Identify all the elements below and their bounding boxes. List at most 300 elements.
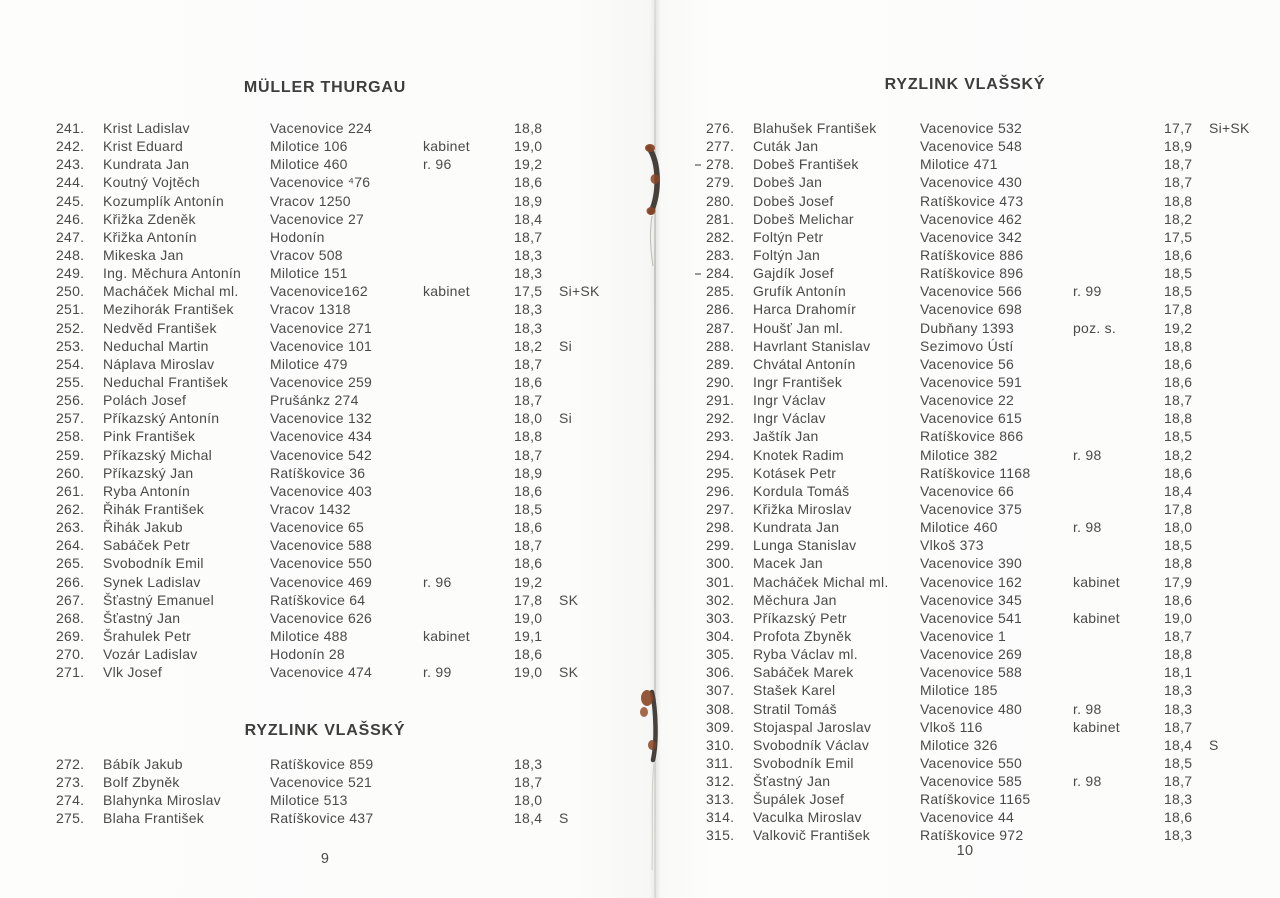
- catalog-entry-row: [650, 482, 1280, 500]
- catalog-entry-row: [650, 627, 1280, 645]
- entry-address: Vacenovice 550: [920, 754, 1023, 771]
- catalog-entry-row: [0, 337, 650, 355]
- entry-number: 274.: [56, 792, 85, 809]
- entry-address: Vacenovice 550: [270, 555, 373, 572]
- page-number-right: 10: [956, 843, 974, 859]
- catalog-entry-row: [0, 518, 650, 536]
- catalog-entry-row: [0, 355, 650, 373]
- entry-name: Ingr František: [753, 373, 843, 390]
- entry-number: 297.: [706, 500, 735, 517]
- entry-score: 18,6: [514, 482, 543, 499]
- entry-address: Vacenovice 462: [920, 210, 1023, 227]
- entry-number: 263.: [56, 519, 85, 536]
- entry-address: Milotice 326: [920, 736, 998, 753]
- entry-number: 253.: [56, 337, 85, 354]
- entry-name: Stašek Karel: [753, 682, 836, 699]
- entry-score: 18,3: [514, 756, 543, 772]
- entry-name: Krist Ladislav: [103, 120, 190, 136]
- entry-name: Synek Ladislav: [103, 573, 201, 590]
- entry-score: 17,8: [514, 591, 543, 608]
- entry-award: SK: [559, 664, 579, 681]
- catalog-entry-row: [650, 591, 1280, 609]
- entry-name: Stojaspal Jaroslav: [753, 718, 872, 735]
- entry-number: 299.: [706, 537, 735, 554]
- entry-score: 18,5: [1164, 428, 1193, 445]
- entry-score: 17,8: [1164, 500, 1193, 517]
- entry-name: Vozár Ladislav: [103, 646, 198, 663]
- entry-address: Vacenovice 585: [920, 773, 1023, 790]
- entry-name: Valkovič František: [753, 827, 871, 844]
- entry-note: poz. s.: [1073, 319, 1116, 336]
- entry-number: 241.: [56, 120, 85, 136]
- entry-number: 266.: [56, 573, 85, 590]
- entry-name: Grufík Antonín: [753, 283, 846, 300]
- entry-address: Vacenovice 403: [270, 482, 373, 499]
- entry-name: Ing. Měchura Antonín: [103, 265, 242, 282]
- entry-number: 288.: [706, 337, 735, 354]
- entry-number: 315.: [706, 827, 735, 844]
- entry-name: Harca Drahomír: [753, 301, 857, 318]
- entry-score: 18,6: [514, 646, 543, 663]
- entry-number: 278.: [706, 156, 735, 173]
- catalog-entry-row: [0, 755, 650, 773]
- entry-address: Vacenovice 626: [270, 609, 373, 626]
- entry-address: Ratíškovice 36: [270, 464, 366, 481]
- catalog-entry-row: [650, 681, 1280, 699]
- entry-score: 18,9: [1164, 138, 1193, 155]
- entry-score: 19,0: [1164, 609, 1193, 626]
- entry-name: Knotek Radim: [753, 446, 844, 463]
- entry-number: 275.: [56, 810, 85, 827]
- entry-address: Vacenovice 342: [920, 228, 1023, 245]
- entry-number: 248.: [56, 246, 85, 263]
- entry-address: Vacenovice ⁴76: [270, 174, 371, 191]
- catalog-entry-row: [650, 282, 1280, 300]
- entry-number: 255.: [56, 373, 85, 390]
- entry-score: 18,9: [514, 192, 543, 209]
- entry-name: Koutný Vojtěch: [103, 174, 200, 191]
- entry-award: S: [1209, 736, 1219, 753]
- entry-number: 310.: [706, 736, 735, 753]
- entry-note: r. 98: [1073, 773, 1102, 790]
- entry-name: Příkazský Michal: [103, 446, 213, 463]
- catalog-entry-row: [0, 446, 650, 464]
- entry-number: 270.: [56, 646, 85, 663]
- catalog-entry-row: [0, 264, 650, 282]
- entry-score: 18,6: [514, 174, 543, 191]
- catalog-entry-row: [0, 573, 650, 591]
- catalog-entry-row: [0, 300, 650, 318]
- entry-address: Dubňany 1393: [920, 319, 1015, 336]
- entry-score: 18,4: [1164, 736, 1193, 753]
- entry-address: Milotice 471: [920, 156, 998, 173]
- entry-score: 18,8: [1164, 646, 1193, 663]
- catalog-entry-row: [650, 554, 1280, 572]
- entry-score: 18,4: [514, 810, 543, 827]
- entry-name: Svobodník Emil: [753, 754, 854, 771]
- entry-address: Vacenovice 588: [920, 664, 1023, 681]
- entry-name: Jaštík Jan: [753, 428, 819, 445]
- entry-number: 311.: [706, 754, 734, 771]
- entry-address: Vlkoš 116: [920, 718, 983, 735]
- entry-name: Vaculka Miroslav: [753, 809, 862, 826]
- entry-score: 18,0: [514, 410, 543, 427]
- entry-number: 279.: [706, 174, 735, 191]
- catalog-entry-row: [650, 808, 1280, 826]
- entry-name: Vlk Josef: [103, 664, 163, 681]
- entry-address: Milotice 479: [270, 355, 348, 372]
- catalog-entry-row: [650, 119, 1280, 137]
- entry-address: Vracov 1318: [270, 301, 351, 318]
- catalog-entry-row: [650, 355, 1280, 373]
- entry-score: 18,4: [514, 210, 543, 227]
- catalog-entry-row: [650, 409, 1280, 427]
- entry-score: 18,7: [514, 446, 543, 463]
- entry-score: 18,5: [514, 500, 543, 517]
- entry-name: Macek Jan: [753, 555, 823, 572]
- catalog-entry-row: [650, 754, 1280, 772]
- entry-number: 314.: [706, 809, 735, 826]
- catalog-entry-row: [0, 119, 650, 137]
- entry-number: 285.: [706, 283, 735, 300]
- catalog-entry-row: [650, 645, 1280, 663]
- entry-score: 18,7: [1164, 156, 1193, 173]
- catalog-entry-row: [650, 319, 1280, 337]
- entry-number: 283.: [706, 246, 735, 263]
- entry-score: 18,3: [514, 301, 543, 318]
- entry-note: kabinet: [423, 627, 470, 644]
- catalog-entry-row: [650, 210, 1280, 228]
- catalog-entry-row: [0, 464, 650, 482]
- entry-score: 18,8: [514, 428, 543, 445]
- entry-number: 271.: [56, 664, 85, 681]
- catalog-entry-row: [650, 663, 1280, 681]
- entry-score: 18,6: [1164, 809, 1193, 826]
- entry-number: 261.: [56, 482, 85, 499]
- entry-address: Ratíškovice 473: [920, 192, 1024, 209]
- entry-name: Ryba Václav ml.: [753, 646, 858, 663]
- entry-name: Ingr Václav: [753, 410, 826, 427]
- entry-number: 281.: [706, 210, 735, 227]
- entry-note: r. 98: [1073, 519, 1102, 536]
- entry-number: 272.: [56, 756, 85, 772]
- entry-name: Gajdík Josef: [753, 265, 834, 282]
- entry-address: Vacenovice 56: [920, 355, 1015, 372]
- entry-address: Ratíškovice 886: [920, 246, 1024, 263]
- entry-number: 305.: [706, 646, 735, 663]
- entry-number: 260.: [56, 464, 85, 481]
- section-rows: [650, 119, 1280, 845]
- entry-address: Vacenovice 548: [920, 138, 1023, 155]
- entry-number: 291.: [706, 392, 735, 409]
- entry-name: Příkazský Antonín: [103, 410, 220, 427]
- catalog-entry-row: [0, 427, 650, 445]
- entry-score: 18,7: [1164, 627, 1193, 644]
- entry-name: Šrahulek Petr: [103, 627, 192, 644]
- entry-number: 294.: [706, 446, 735, 463]
- entry-name: Cuták Jan: [753, 138, 819, 155]
- entry-score: 17,9: [1164, 573, 1193, 590]
- entry-number: 293.: [706, 428, 735, 445]
- section-rows: [0, 755, 650, 828]
- catalog-entry-row: [0, 809, 650, 827]
- entry-score: 18,7: [514, 774, 543, 791]
- entry-address: Vracov 1432: [270, 500, 351, 517]
- entry-score: 18,5: [1164, 265, 1193, 282]
- catalog-entry-row: [0, 409, 650, 427]
- entry-name: Řihák Jakub: [103, 519, 183, 536]
- catalog-entry-row: [650, 246, 1280, 264]
- entry-address: Ratíškovice 866: [920, 428, 1024, 445]
- entry-number: 244.: [56, 174, 85, 191]
- entry-number: 245.: [56, 192, 85, 209]
- catalog-entry-row: [650, 609, 1280, 627]
- entry-name: Foltýn Jan: [753, 246, 821, 263]
- entry-name: Blahynka Miroslav: [103, 792, 221, 809]
- catalog-entry-row: [650, 518, 1280, 536]
- catalog-entry-row: [0, 500, 650, 518]
- entry-address: Vacenovice 541: [920, 609, 1023, 626]
- entry-address: Milotice 488: [270, 627, 348, 644]
- entry-name: Bábík Jakub: [103, 756, 183, 772]
- catalog-entry-row: [0, 155, 650, 173]
- entry-number: 306.: [706, 664, 735, 681]
- entry-number: 307.: [706, 682, 735, 699]
- entry-name: Blahušek František: [753, 120, 877, 136]
- entry-number: 269.: [56, 627, 85, 644]
- entry-number: 286.: [706, 301, 735, 318]
- entry-number: 273.: [56, 774, 85, 791]
- entry-name: Kotásek Petr: [753, 464, 837, 481]
- entry-score: 18,7: [1164, 773, 1193, 790]
- catalog-entry-row: [0, 591, 650, 609]
- entry-number: 309.: [706, 718, 735, 735]
- entry-name: Nedvěd František: [103, 319, 217, 336]
- entry-note: kabinet: [1073, 718, 1120, 735]
- entry-score: 17,7: [1164, 120, 1193, 136]
- entry-score: 18,7: [1164, 174, 1193, 191]
- entry-score: 19,1: [514, 627, 543, 644]
- catalog-entry-row: [0, 482, 650, 500]
- entry-address: Vacenovice 65: [270, 519, 365, 536]
- entry-number: 246.: [56, 210, 85, 227]
- entry-score: 18,8: [1164, 410, 1193, 427]
- entry-address: Vacenovice 162: [920, 573, 1023, 590]
- entry-number: 251.: [56, 301, 85, 318]
- entry-score: 18,7: [514, 355, 543, 372]
- catalog-entry-row: [650, 427, 1280, 445]
- catalog-entry-row: [650, 137, 1280, 155]
- entry-score: 19,0: [514, 664, 543, 681]
- entry-score: 18,6: [1164, 355, 1193, 372]
- entry-name: Lunga Stanislav: [753, 537, 857, 554]
- entry-address: Vacenovice 480: [920, 700, 1023, 717]
- entry-address: Milotice 513: [270, 792, 348, 809]
- entry-name: Příkazský Jan: [103, 464, 194, 481]
- entry-address: Vacenovice 591: [920, 373, 1023, 390]
- entry-number: 249.: [56, 265, 85, 282]
- entry-address: Vacenovice 345: [920, 591, 1023, 608]
- entry-address: Milotice 382: [920, 446, 998, 463]
- entry-address: Vacenovice 1: [920, 627, 1007, 644]
- entry-number: 267.: [56, 591, 85, 608]
- catalog-entry-row: [650, 772, 1280, 790]
- entry-address: Vacenovice 588: [270, 537, 373, 554]
- entry-score: 18,0: [1164, 519, 1193, 536]
- section-title: RYZLINK VLAŠSKÝ: [884, 76, 1046, 93]
- entry-number: 301.: [706, 573, 735, 590]
- entry-name: Pink František: [103, 428, 196, 445]
- entry-address: Vacenovice 542: [270, 446, 373, 463]
- entry-score: 18,6: [514, 373, 543, 390]
- entry-score: 18,4: [1164, 482, 1193, 499]
- entry-name: Šťastný Jan: [103, 609, 181, 626]
- catalog-entry-row: [0, 536, 650, 554]
- entry-number: 296.: [706, 482, 735, 499]
- entry-score: 18,8: [1164, 192, 1193, 209]
- entry-name: Blaha František: [103, 810, 205, 827]
- entry-name: Dobeš František: [753, 156, 859, 173]
- entry-number: 247.: [56, 228, 85, 245]
- entry-note: r. 96: [423, 156, 452, 173]
- entry-number: 280.: [706, 192, 735, 209]
- section-rows: [0, 119, 650, 681]
- entry-score: 18,3: [514, 246, 543, 263]
- entry-name: Houšť Jan ml.: [753, 319, 844, 336]
- entry-note: r. 98: [1073, 446, 1102, 463]
- catalog-entry-row: [650, 500, 1280, 518]
- entry-score: 18,7: [1164, 392, 1193, 409]
- entry-score: 18,1: [1164, 664, 1193, 681]
- catalog-entry-row: [0, 319, 650, 337]
- entry-name: Stratil Tomáš: [753, 700, 837, 717]
- entry-name: Mikeska Jan: [103, 246, 184, 263]
- entry-address: Vacenovice 22: [920, 392, 1015, 409]
- catalog-entry-row: [0, 554, 650, 572]
- entry-name: Sabáček Marek: [753, 664, 854, 681]
- catalog-entry-row: [0, 791, 650, 809]
- entry-score: 18,0: [514, 792, 543, 809]
- entry-name: Křižka Miroslav: [753, 500, 852, 517]
- entry-number: 302.: [706, 591, 735, 608]
- entry-name: Dobeš Melichar: [753, 210, 854, 227]
- entry-name: Profota Zbyněk: [753, 627, 852, 644]
- entry-name: Svobodník Emil: [103, 555, 204, 572]
- entry-name: Řihák František: [103, 500, 205, 517]
- entry-number: 268.: [56, 609, 85, 626]
- entry-address: Vacenovice 615: [920, 410, 1023, 427]
- entry-number: 243.: [56, 156, 85, 173]
- entry-name: Bolf Zbyněk: [103, 774, 180, 791]
- entry-score: 17,5: [514, 283, 543, 300]
- entry-name: Příkazský Petr: [753, 609, 847, 626]
- catalog-entry-row: [0, 627, 650, 645]
- entry-name: Polách Josef: [103, 392, 187, 409]
- catalog-entry-row: [650, 300, 1280, 318]
- entry-number: 300.: [706, 555, 735, 572]
- entry-number: 258.: [56, 428, 85, 445]
- catalog-entry-row: [650, 192, 1280, 210]
- entry-number: 292.: [706, 410, 735, 427]
- entry-address: Ratíškovice 1168: [920, 464, 1031, 481]
- catalog-entry-row: [650, 790, 1280, 808]
- page-number-left: 9: [320, 851, 330, 867]
- entry-name: Dobeš Josef: [753, 192, 834, 209]
- entry-number: 312.: [706, 773, 735, 790]
- catalog-entry-row: [0, 228, 650, 246]
- entry-address: Vacenovice 698: [920, 301, 1023, 318]
- entry-note: kabinet: [423, 138, 470, 155]
- entry-score: 18,3: [1164, 682, 1193, 699]
- entry-number: 290.: [706, 373, 735, 390]
- entry-note: r. 96: [423, 573, 452, 590]
- entry-award: Si+SK: [1209, 120, 1250, 136]
- entry-address: Hodonín: [270, 228, 325, 245]
- catalog-entry-row: [650, 718, 1280, 736]
- entry-name: Náplava Miroslav: [103, 355, 215, 372]
- catalog-entry-row: [0, 663, 650, 681]
- entry-name: Mezihorák František: [103, 301, 234, 318]
- entry-address: Vacenovice 375: [920, 500, 1023, 517]
- catalog-entry-row: [0, 210, 650, 228]
- entry-number: 257.: [56, 410, 85, 427]
- entry-address: Vacenovice 434: [270, 428, 373, 445]
- entry-address: Vacenovice 566: [920, 283, 1023, 300]
- entry-address: Vacenovice 474: [270, 664, 373, 681]
- catalog-entry-row: [0, 192, 650, 210]
- entry-score: 18,6: [1164, 591, 1193, 608]
- entry-score: 17,5: [1164, 228, 1193, 245]
- entry-address: Vacenovice 271: [270, 319, 373, 336]
- entry-name: Krist Eduard: [103, 138, 184, 155]
- entry-score: 18,2: [1164, 446, 1193, 463]
- catalog-entry-row: [650, 464, 1280, 482]
- entry-address: Vacenovice 132: [270, 410, 373, 427]
- catalog-entry-row: [0, 645, 650, 663]
- entry-name: Křižka Zdeněk: [103, 210, 196, 227]
- entry-number: 262.: [56, 500, 85, 517]
- entry-number: 264.: [56, 537, 85, 554]
- entry-number: 284.: [706, 265, 735, 282]
- entry-award: Si: [559, 410, 572, 427]
- entry-award: SK: [559, 591, 579, 608]
- entry-score: 18,3: [514, 319, 543, 336]
- entry-score: 18,5: [1164, 754, 1193, 771]
- entry-name: Sabáček Petr: [103, 537, 191, 554]
- entry-score: 19,2: [1164, 319, 1193, 336]
- catalog-entry-row: [650, 264, 1280, 282]
- entry-number: 250.: [56, 283, 85, 300]
- entry-number: 242.: [56, 138, 85, 155]
- entry-address: Vacenovice 269: [920, 646, 1023, 663]
- entry-note: r. 98: [1073, 700, 1102, 717]
- entry-score: 18,3: [514, 265, 543, 282]
- entry-name: Dobeš Jan: [753, 174, 823, 191]
- entry-score: 19,2: [514, 573, 543, 590]
- page-right: [650, 0, 1280, 898]
- entry-name: Ryba Antonín: [103, 482, 191, 499]
- catalog-entry-row: [650, 337, 1280, 355]
- entry-address: Vacenovice 224: [270, 120, 373, 136]
- entry-score: 18,7: [514, 537, 543, 554]
- entry-name: Macháček Michal ml.: [103, 283, 239, 300]
- entry-name: Neduchal František: [103, 373, 229, 390]
- entry-score: 17,8: [1164, 301, 1193, 318]
- entry-note: kabinet: [1073, 609, 1120, 626]
- entry-score: 18,5: [1164, 283, 1193, 300]
- catalog-entry-row: [0, 373, 650, 391]
- entry-score: 18,3: [1164, 791, 1193, 808]
